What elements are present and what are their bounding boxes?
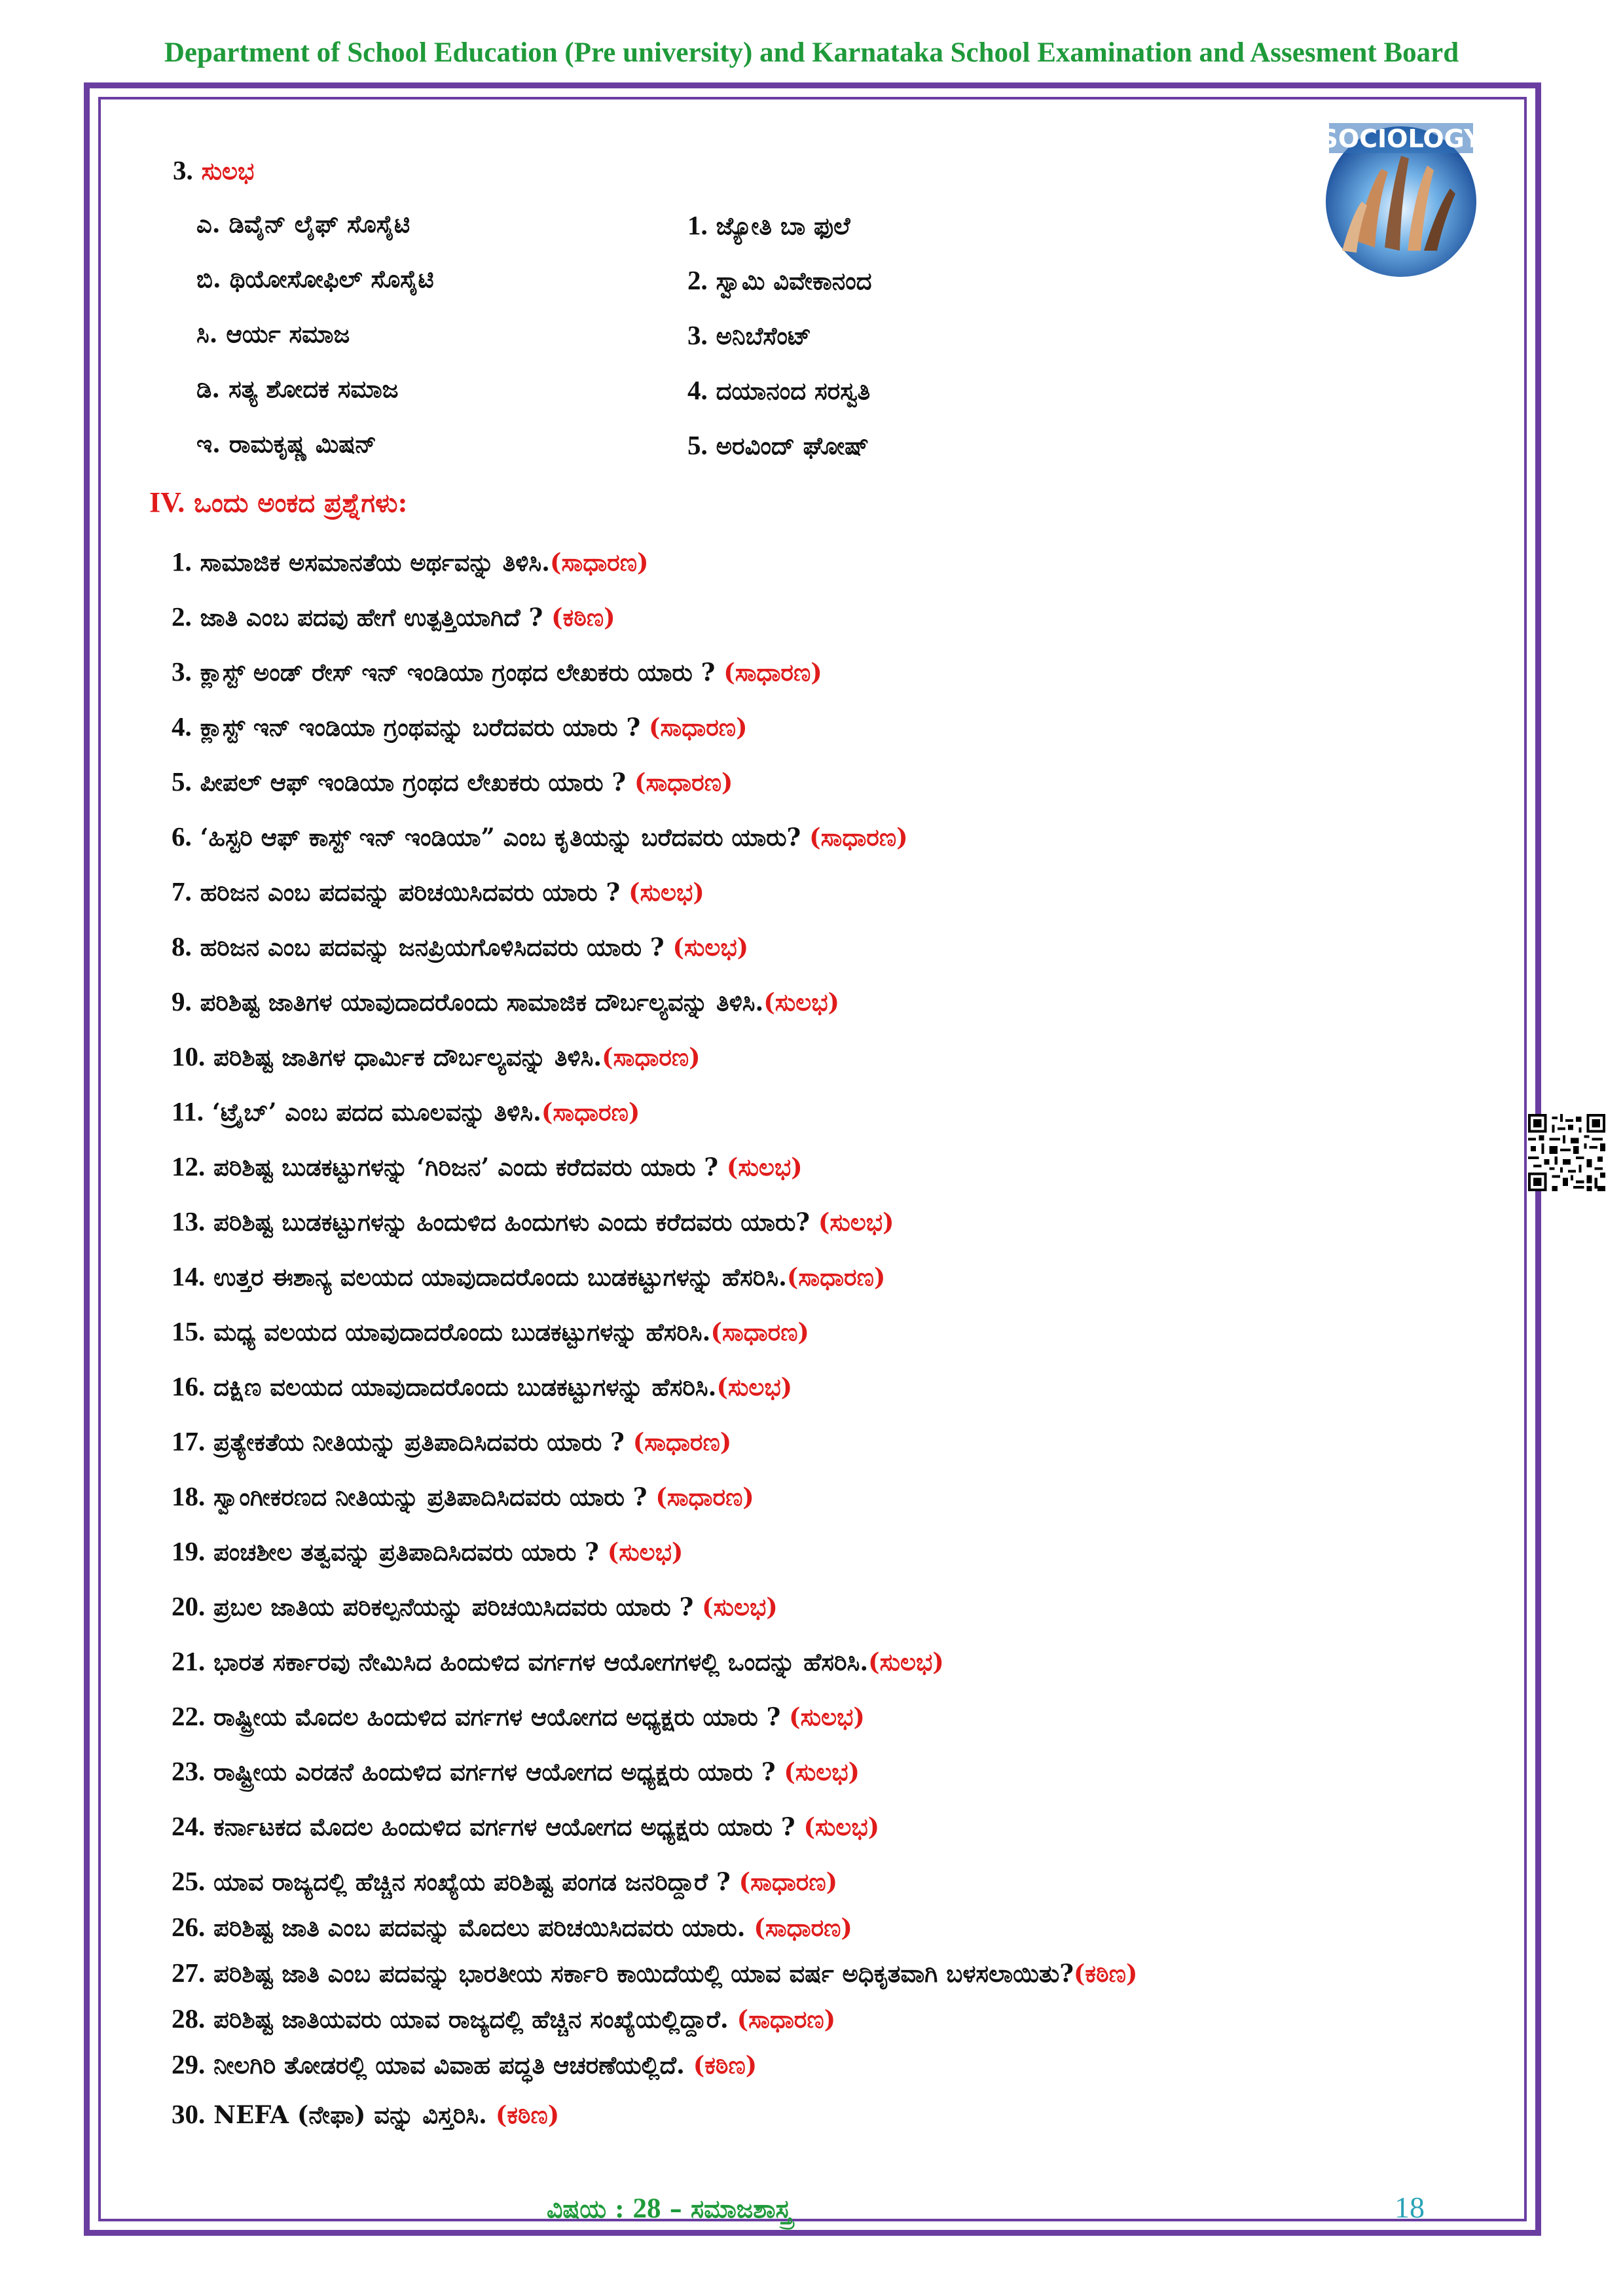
match-question-number: 3. (173, 155, 193, 185)
section-title: ಒಂದು ಅಂಕದ ಪ್ರಶ್ನೆಗಳು: (194, 488, 408, 518)
question-text: ಮಧ್ಯ ವಲಯದ ಯಾವುದಾದರೊಂದು ಬುಡಕಟ್ಟುಗಳನ್ನು ಹೆಸರಿಸಿ. (213, 1318, 711, 1346)
question-text: ಕ್ಲಾಸ್ಟ್ ಇನ್ ಇಂಡಿಯಾ ಗ್ರಂಥವನ್ನು ಬರೆದವರು ಯಾರು ? (200, 713, 649, 742)
question-number: 2. (172, 601, 192, 632)
question-number: 16. (172, 1371, 206, 1401)
question-text: ಪಂಚಶೀಲ ತತ್ವವನ್ನು ಪ್ರತಿಪಾದಿಸಿದವರು ಯಾರು ? (213, 1537, 608, 1566)
question-text: ಪರಿಶಿಷ್ಟ ಜಾತಿಯವರು ಯಾವ ರಾಜ್ಯದಲ್ಲಿ ಹೆಚ್ಚಿನ ಸಂಖ್ಯೆಯಲ್ಲಿದ್ದಾರೆ. (213, 2005, 737, 2034)
question-item (172, 1206, 894, 1237)
match-left-item: ಎ. ಡಿವೈನ್ ಲೈಫ್ ಸೊಸೈಟಿ (196, 209, 410, 238)
question-text: ಪರಿಶಿಷ್ಟ ಜಾತಿ ಎಂಬ ಪದವನ್ನು ಮೊದಲು ಪರಿಚಯಿಸಿದವರು ಯಾರು. (213, 1913, 754, 1942)
question-difficulty: (ಸಾಧಾರಣ) (649, 713, 748, 742)
question-item (172, 1645, 944, 1677)
qr-code-image (1527, 1114, 1607, 1191)
question-difficulty: (ಕಠಿಣ) (551, 603, 615, 632)
question-difficulty: (ಸುಲಭ) (672, 933, 749, 961)
question-difficulty: (ಸುಲಭ) (818, 1208, 894, 1236)
match-right-text: ಜ್ಯೋತಿ ಬಾ ಫುಲೆ (716, 211, 850, 240)
match-left-item: ಸಿ. ಆರ್ಯ ಸಮಾಜ (196, 319, 350, 348)
question-item (172, 1911, 852, 1943)
question-number: 20. (172, 1591, 206, 1621)
question-text: ದಕ್ಷಿಣ ವಲಯದ ಯಾವುದಾದರೊಂದು ಬುಡಕಟ್ಟುಗಳನ್ನು ಹೆಸರಿಸಿ. (213, 1372, 717, 1401)
section-number: IV. (149, 486, 185, 518)
sociology-logo-image (1316, 110, 1486, 280)
question-difficulty: (ಕಠಿಣ) (495, 2100, 560, 2129)
question-text: ಸಾಮಾಜಿಕ ಅಸಮಾನತೆಯ ಅರ್ಥವನ್ನು ತಿಳಿಸಿ. (200, 548, 550, 577)
question-difficulty: (ಸುಲಭ) (789, 1702, 865, 1731)
question-item (172, 1480, 754, 1512)
question-number: 28. (172, 2003, 206, 2034)
question-difficulty: (ಸಾಧಾರಣ) (737, 2005, 836, 2034)
question-text: ಜಾತಿ ಎಂಬ ಪದವು ಹೇಗೆ ಉತ್ಪತ್ತಿಯಾಗಿದೆ ? (200, 603, 552, 632)
question-text: ರಾಷ್ಟ್ರೀಯ ಎರಡನೆ ಹಿಂದುಳಿದ ವರ್ಗಗಳ ಆಯೋಗದ ಅಧ್ಯಕ್ಷರು ಯಾರು ? (213, 1757, 784, 1786)
match-right-number: 2. (687, 265, 708, 295)
question-number: 3. (172, 656, 192, 687)
question-item (172, 821, 908, 852)
question-number: 30. (172, 2099, 206, 2129)
footer-subject-prefix: ವಿಷಯ : (547, 2194, 633, 2223)
question-difficulty: (ಸಾಧಾರಣ) (602, 1043, 701, 1071)
match-right-number: 5. (687, 430, 708, 460)
question-text: ಯಾವ ರಾಜ್ಯದಲ್ಲಿ ಹೆಚ್ಚಿನ ಸಂಖ್ಯೆಯ ಪರಿಶಿಷ್ಟ ಪಂಗಡ ಜನರಿದ್ದಾರೆ ? (213, 1867, 739, 1896)
question-item (172, 711, 748, 742)
question-difficulty: (ಸುಲಭ) (607, 1537, 684, 1566)
question-number: 23. (172, 1756, 206, 1786)
question-difficulty: (ಸಾಧಾರಣ) (754, 1913, 852, 1942)
question-number: 18. (172, 1481, 206, 1511)
question-item (172, 1957, 1137, 1988)
question-item (172, 1371, 792, 1402)
question-number: 14. (172, 1261, 206, 1291)
question-item (172, 2049, 757, 2080)
match-right-number: 4. (687, 375, 708, 405)
question-number: 6. (172, 821, 192, 852)
footer-subject (547, 2193, 792, 2225)
match-left-item: ಡಿ. ಸತ್ಯ ಶೋದಕ ಸಮಾಜ (196, 374, 399, 403)
question-text: ರಾಷ್ಟ್ರೀಯ ಮೊದಲ ಹಿಂದುಳಿದ ವರ್ಗಗಳ ಆಯೋಗದ ಅಧ್ಯಕ್ಷರು ಯಾರು ? (213, 1702, 790, 1731)
question-number: 4. (172, 711, 192, 742)
question-text: ಪ್ರಬಲ ಜಾತಿಯ ಪರಿಕಲ್ಪನೆಯನ್ನು ಪರಿಚಯಿಸಿದವರು ಯಾರು ? (213, 1592, 702, 1621)
question-number: 12. (172, 1151, 206, 1181)
question-item (172, 1700, 865, 1732)
question-item (172, 1755, 860, 1787)
match-right-text: ಅರವಿಂದ್ ಘೋಷ್ (716, 431, 869, 460)
question-item (172, 1316, 809, 1347)
section-heading (149, 486, 407, 519)
question-difficulty: (ಸಾಧಾರಣ) (809, 823, 908, 852)
question-text: ಪರಿಶಿಷ್ಟ ಜಾತಿ ಎಂಬ ಪದವನ್ನು ಭಾರತೀಯ ಸರ್ಕಾರಿ ಕಾಯಿದೆಯಲ್ಲಿ ಯಾವ ವರ್ಷ ಅಧಿಕೃತವಾಗಿ ಬಳಸಲಾಯಿತು? (213, 1959, 1074, 1988)
question-text: ಉತ್ತರ ಈಶಾನ್ಯ ವಲಯದ ಯಾವುದಾದರೊಂದು ಬುಡಕಟ್ಟುಗಳನ್ನು ಹೆಸರಿಸಿ. (213, 1263, 787, 1291)
question-item (172, 1590, 778, 1622)
question-item (172, 1810, 879, 1842)
match-right-item (687, 209, 850, 241)
question-item (172, 1151, 803, 1182)
question-number: 15. (172, 1316, 206, 1346)
question-text: ಕ್ಲಾಸ್ಟ್ ಅಂಡ್ ರೇಸ್ ಇನ್ ಇಂಡಿಯಾ ಗ್ರಂಥದ ಲೇಖಕರು ಯಾರು ? (200, 658, 724, 687)
question-text: ಹರಿಜನ ಎಂಬ ಪದವನ್ನು ಪರಿಚಯಿಸಿದವರು ಯಾರು ? (200, 878, 629, 906)
page-number: 18 (1395, 2191, 1425, 2224)
question-difficulty: (ಸಾಧಾರಣ) (655, 1482, 754, 1511)
match-right-text: ದಯಾನಂದ ಸರಸ್ವತಿ (716, 376, 871, 405)
match-right-item (687, 429, 869, 461)
question-number: 26. (172, 1912, 206, 1942)
question-item (172, 601, 615, 632)
question-number: 8. (172, 931, 192, 961)
footer-subject-name: – ಸಮಾಜಶಾಸ್ತ್ರ (661, 2194, 792, 2223)
question-number: 10. (172, 1041, 206, 1071)
question-difficulty: (ಸಾಧಾರಣ) (739, 1867, 838, 1896)
match-question-level: ಸುಲಭ (201, 156, 255, 185)
question-difficulty: (ಸುಲಭ) (803, 1812, 880, 1841)
question-number: 1. (172, 547, 192, 577)
question-number: 17. (172, 1426, 206, 1456)
question-item (172, 1041, 701, 1072)
question-number: 5. (172, 766, 192, 797)
question-number: 19. (172, 1536, 206, 1566)
question-difficulty: (ಕಠಿಣ) (1073, 1959, 1138, 1988)
question-number: 25. (172, 1866, 206, 1896)
question-difficulty: (ಸಾಧಾರಣ) (710, 1318, 809, 1346)
question-item (172, 986, 839, 1017)
match-left-item: ಬಿ. ಥಿಯೋಸೋಫಿಲ್ ಸೊಸೈಟಿ (196, 264, 434, 293)
question-number: 7. (172, 876, 192, 906)
question-text: NEFA (ನೇಫಾ) ವನ್ನು ವಿಸ್ತರಿಸಿ. (213, 2100, 496, 2129)
question-difficulty: (ಸಾಧಾರಣ) (723, 658, 822, 687)
question-number: 24. (172, 1811, 206, 1841)
question-number: 29. (172, 2049, 206, 2079)
question-item (172, 931, 748, 962)
question-difficulty: (ಸಾಧಾರಣ) (549, 548, 649, 577)
question-item (172, 1426, 731, 1457)
question-number: 22. (172, 1701, 206, 1731)
question-text: ಭಾರತ ಸರ್ಕಾರವು ನೇಮಿಸಿದ ಹಿಂದುಳಿದ ವರ್ಗಗಳ ಆಯೋಗಗಳಲ್ಲಿ ಒಂದನ್ನು ಹೆಸರಿಸಿ. (213, 1647, 869, 1676)
match-right-number: 3. (687, 320, 708, 350)
question-difficulty: (ಸುಲಭ) (702, 1592, 778, 1621)
match-left-item: ಇ. ರಾಮಕೃಷ್ಣ ಮಿಷನ್ (196, 429, 376, 458)
question-text: ಪ್ರತ್ಯೇಕತೆಯ ನೀತಿಯನ್ನು ಪ್ರತಿಪಾದಿಸಿದವರು ಯಾರು ? (213, 1427, 633, 1456)
question-item (172, 1865, 837, 1897)
question-number: 21. (172, 1646, 206, 1676)
question-difficulty: (ಸಾಧಾರಣ) (786, 1263, 886, 1291)
question-number: 9. (172, 986, 192, 1016)
question-difficulty: (ಸುಲಭ) (716, 1372, 793, 1401)
question-difficulty: (ಸುಲಭ) (784, 1757, 860, 1786)
question-text: ‘ಹಿಸ್ಟರಿ ಆಫ್ ಕಾಸ್ಟ್ ಇನ್ ಇಂಡಿಯಾ” ಎಂಬ ಕೃತಿಯನ್ನು ಬರೆದವರು ಯಾರು? (200, 823, 810, 852)
match-question-heading (173, 154, 254, 186)
logo-text: SOCIOLOGY (1320, 124, 1482, 153)
question-difficulty: (ಸುಲಭ) (726, 1153, 803, 1181)
footer-subject-number: 28 (632, 2193, 661, 2224)
question-text: ಪೀಪಲ್ ಆಫ್ ಇಂಡಿಯಾ ಗ್ರಂಥದ ಲೇಖಕರು ಯಾರು ? (200, 768, 634, 797)
question-text: ಪರಿಶಿಷ್ಟ ಬುಡಕಟ್ಟುಗಳನ್ನು ಹಿಂದುಳಿದ ಹಿಂದುಗಳು ಎಂದು ಕರೆದವರು ಯಾರು? (213, 1208, 818, 1236)
question-number: 11. (172, 1096, 204, 1126)
question-text: ಹರಿಜನ ಎಂಬ ಪದವನ್ನು ಜನಪ್ರಿಯಗೊಳಿಸಿದವರು ಯಾರು ? (200, 933, 673, 961)
question-text: ಪರಿಶಿಷ್ಟ ಬುಡಕಟ್ಟುಗಳನ್ನು ‘ಗಿರಿಜನ’ ಎಂದು ಕರೆದವರು ಯಾರು ? (213, 1153, 727, 1181)
match-right-item (687, 264, 872, 296)
question-item (172, 766, 733, 797)
match-right-item (687, 319, 811, 351)
question-item (172, 1261, 885, 1292)
question-text: ಸ್ವಾಂಗೀಕರಣದ ನೀತಿಯನ್ನು ಪ್ರತಿಪಾದಿಸಿದವರು ಯಾರು ? (213, 1482, 656, 1511)
question-item (172, 546, 648, 577)
page-header: Department of School Education (Pre university) and Karnataka School Examination and Assesment Board (164, 37, 1459, 68)
match-right-item (687, 374, 870, 406)
question-item (172, 1535, 683, 1567)
question-item (172, 656, 822, 687)
question-difficulty: (ಸಾಧಾರಣ) (541, 1098, 640, 1126)
question-number: 27. (172, 1958, 206, 1988)
match-right-text: ಸ್ವಾಮಿ ವಿವೇಕಾನಂದ (716, 266, 872, 295)
question-item (172, 2003, 835, 2034)
question-text: ‘ಟ್ರೈಬ್’ ಎಂಬ ಪದದ ಮೂಲವನ್ನು ತಿಳಿಸಿ. (211, 1098, 541, 1126)
question-item (172, 876, 704, 907)
question-difficulty: (ಸುಲಭ) (763, 988, 839, 1016)
question-text: ಪರಿಶಿಷ್ಟ ಜಾತಿಗಳ ಧಾರ್ಮಿಕ ದೌರ್ಬಲ್ಯವನ್ನು ತಿಳಿಸಿ. (213, 1043, 602, 1071)
match-right-text: ಅನಿಬೆಸೆಂಟ್ (716, 321, 812, 350)
question-difficulty: (ಸಾಧಾರಣ) (634, 768, 733, 797)
match-right-number: 1. (687, 210, 708, 240)
question-number: 13. (172, 1206, 206, 1236)
question-difficulty: (ಸುಲಭ) (629, 878, 704, 906)
question-text: ಕರ್ನಾಟಕದ ಮೊದಲ ಹಿಂದುಳಿದ ವರ್ಗಗಳ ಆಯೋಗದ ಅಧ್ಯಕ್ಷರು ಯಾರು ? (213, 1812, 804, 1841)
question-item (172, 2098, 559, 2130)
question-difficulty: (ಕಠಿಣ) (693, 2051, 757, 2079)
question-item (172, 1096, 640, 1127)
question-difficulty: (ಸುಲಭ) (868, 1647, 944, 1676)
question-difficulty: (ಸಾಧಾರಣ) (632, 1427, 732, 1456)
question-text: ಪರಿಶಿಷ್ಟ ಜಾತಿಗಳ ಯಾವುದಾದರೊಂದು ಸಾಮಾಜಿಕ ದೌರ್ಬಲ್ಯವನ್ನು ತಿಳಿಸಿ. (200, 988, 764, 1016)
question-text: ನೀಲಗಿರಿ ತೋಡರಲ್ಲಿ ಯಾವ ವಿವಾಹ ಪದ್ಧತಿ ಆಚರಣೆಯಲ್ಲಿದೆ. (213, 2051, 693, 2079)
